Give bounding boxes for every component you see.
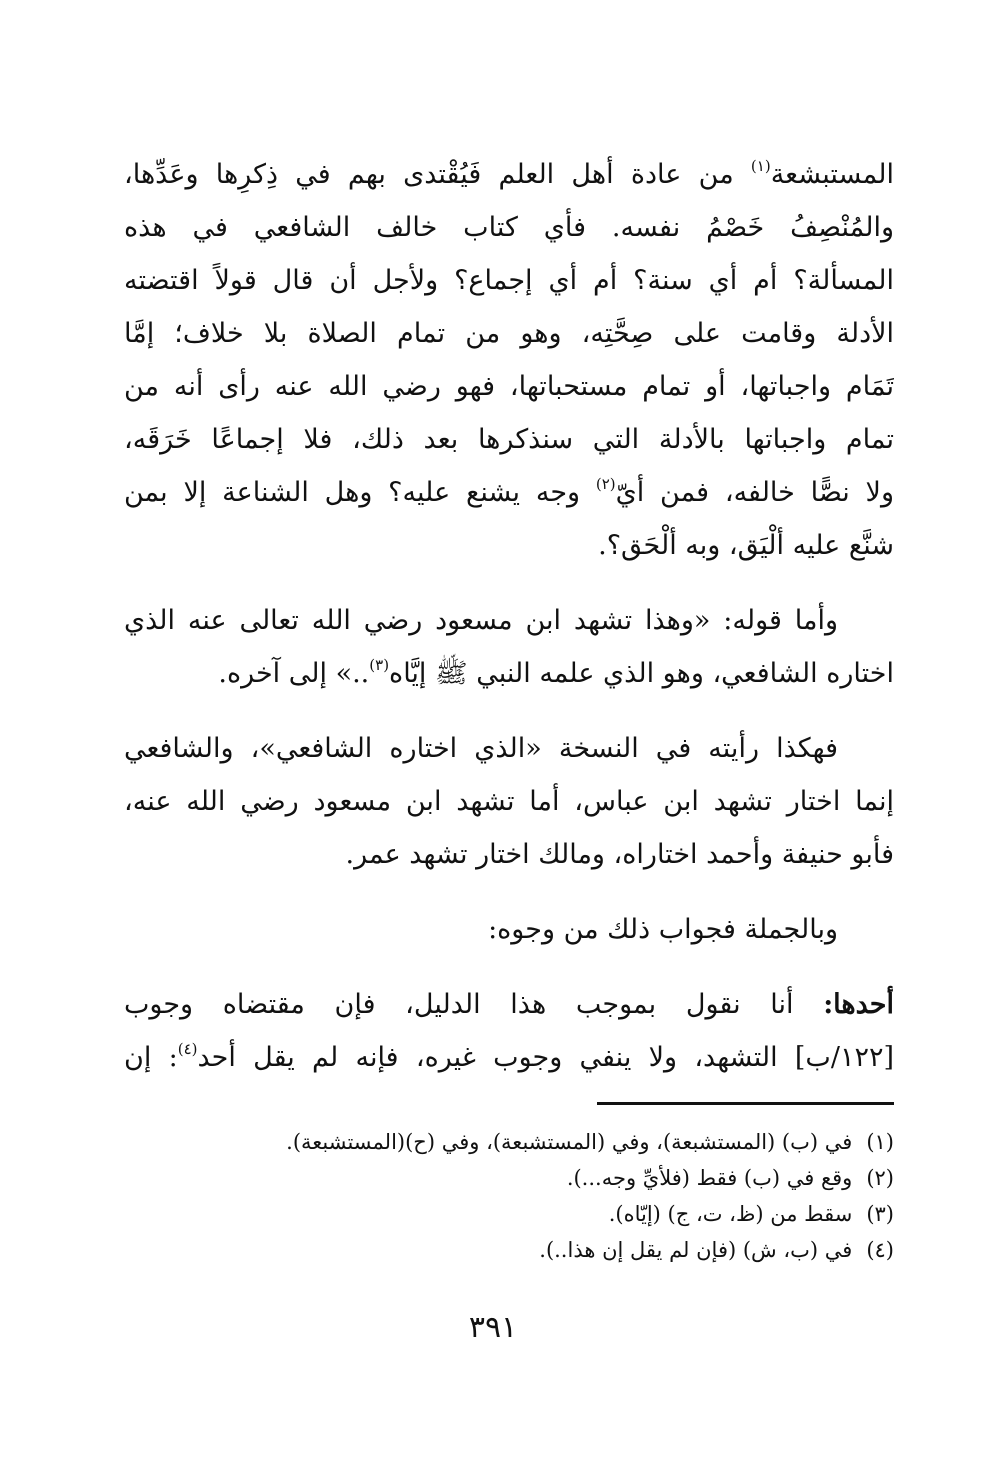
paragraph-4 [124,903,894,956]
footnote-divider [597,1102,894,1105]
footnote-number: (٢) [866,1166,894,1190]
page-number: ٣٩١ [468,1310,518,1345]
text-line: إنما اختار تشهد ابن عباس، أما تشهد ابن مسعود رضي الله عنه، [124,786,894,817]
footnote-item [180,1124,894,1160]
footnote-text: وقع في (ب) فقط (فلأيِّ وجه...). [566,1166,853,1190]
footnote-ref[interactable]: (١) [750,157,771,175]
text-line: المستبشعة$^{(١)}$ من عادة أهل العلم فَيُقْتدى بهم في ذِكرِها وعَدِّها، [124,157,894,190]
paragraph-5 [124,978,894,1084]
footnote-item [180,1196,894,1232]
text-line: وبالجملة فجواب ذلك من وجوه: [488,914,838,945]
main-text [124,148,894,1084]
text-line: والمُنْصِفُ خَصْمُ نفسه. فأي كتاب خالف الشافعي في هذه [124,212,894,243]
text-line: تَمَام واجباتها، أو تمام مستحباتها، فهو رضي الله عنه رأى أنه من [124,371,894,402]
footnote-text: في (ب) (المستشبعة)، وفي (المستشبعة)، وفي (ح)(المستشبعة). [286,1130,853,1154]
paragraph-3 [124,722,894,881]
text-line: ولا نصًّا خالفه، فمن أيّ$^{(٢)}$ وجه يشنع عليه؟ وهل الشناعة إلا بمن [124,475,894,508]
footnote-ref[interactable]: (٤) [177,1040,198,1058]
paragraph-1 [124,148,894,572]
paragraph-2 [124,594,894,700]
text-line: وأما قوله: «وهذا تشهد ابن مسعود رضي الله تعالى عنه الذي [124,605,838,636]
text-line: الأدلة وقامت على صِحَّتِه، وهو من تمام الصلاة بلا خلاف؛ إمَّا [124,318,894,349]
text-line: فأبو حنيفة وأحمد اختاراه، ومالك اختار تشهد عمر. [345,839,894,870]
text-line: تمام واجباتها بالأدلة التي سنذكرها بعد ذلك، فلا إجماعًا خَرَقَه، [124,424,894,455]
point-heading: أحدها: [823,989,894,1020]
text-line: [١٢٢/ب] التشهد، ولا ينفي وجوب غيره، فإنه لم يقل أحد$^{(٤)}$: إن [124,1040,894,1073]
text-line: اختاره الشافعي، وهو الذي علمه النبي ﷺ إيَّاه$^{(٣)}$..» إلى آخره. [218,656,894,689]
footnote-ref[interactable]: (٣) [369,656,390,674]
footnote-number: (٣) [866,1202,894,1226]
footnote-number: (١) [866,1130,894,1154]
footnote-ref[interactable]: (٢) [595,475,616,493]
footnote-text: في (ب، ش) (فإن لم يقل إن هذا..). [539,1238,853,1262]
footnote-text: سقط من (ظ، ت، ج) (إيّاه). [608,1202,853,1226]
footnote-item [180,1232,894,1268]
text-line: أحدها: أنا نقول بموجب هذا الدليل، فإن مقتضاه وجوب [124,989,894,1020]
text-line: المسألة؟ أم أي سنة؟ أم أي إجماع؟ ولأجل أن قال قولاً اقتضته [124,265,894,296]
text-line: شنَّع عليه ألْيَق، وبه ألْحَق؟. [598,530,894,561]
footnote-item [180,1160,894,1196]
text-line: فهكذا رأيته في النسخة «الذي اختاره الشافعي»، والشافعي [124,733,838,764]
footnotes [180,1124,894,1268]
footnote-number: (٤) [866,1238,894,1262]
